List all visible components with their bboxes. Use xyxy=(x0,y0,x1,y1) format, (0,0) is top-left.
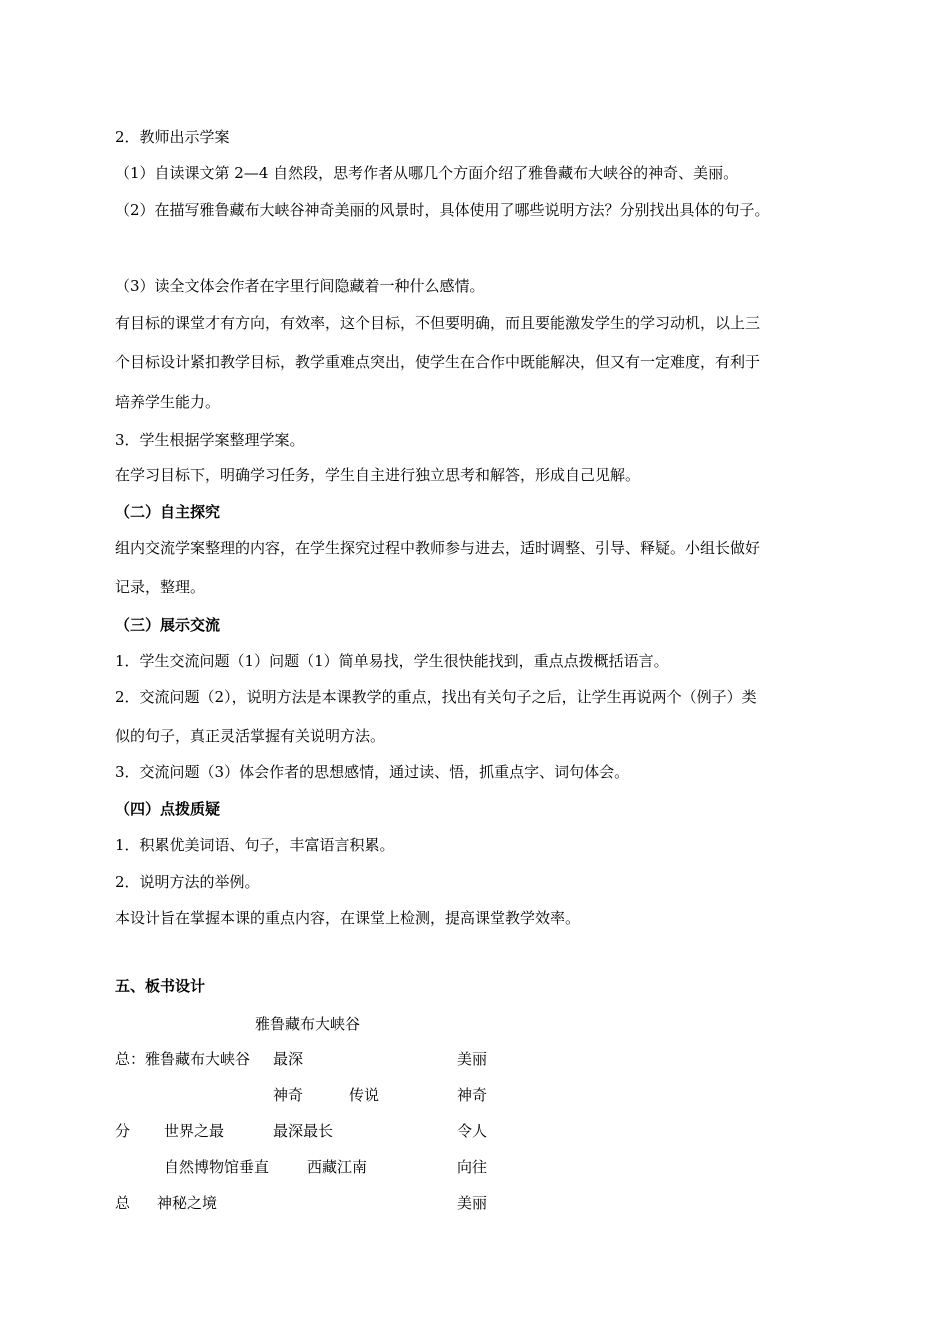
section-heading-board-design: 五、板书设计 xyxy=(115,977,206,995)
board-cell: 神奇 xyxy=(273,1086,304,1104)
board-cell: 最深最长 xyxy=(273,1122,334,1140)
board-cell: 传说 xyxy=(349,1086,380,1104)
board-cell: 美丽 xyxy=(457,1194,488,1212)
section-heading-display-exchange: （三）展示交流 xyxy=(115,616,221,634)
question-3: （3）读全文体会作者在字里行间隐藏着一种什么感情。 xyxy=(115,277,485,295)
board-cell: 美丽 xyxy=(457,1050,488,1068)
item-students-organize: 3．学生根据学案整理学案。 xyxy=(115,431,305,449)
board-cell: 神奇 xyxy=(457,1086,488,1104)
board-cell: 神秘之境 xyxy=(157,1194,218,1212)
section-heading-guidance: （四）点拨质疑 xyxy=(115,800,221,818)
board-cell: 自然博物馆垂直 xyxy=(164,1158,270,1176)
list-item: 1．学生交流问题（1）问题（1）简单易找，学生很快能找到，重点点拨概括语言。 xyxy=(115,652,669,670)
paragraph-line: 组内交流学案整理的内容，在学生探究过程中教师参与进去，适时调整、引导、释疑。小组长做好 xyxy=(115,539,761,557)
paragraph-line: 培养学生能力。 xyxy=(115,393,221,411)
section-heading-self-inquiry: （二）自主探究 xyxy=(115,503,221,521)
paragraph-line: 记录，整理。 xyxy=(115,578,206,596)
paragraph-line: 似的句子，真正灵活掌握有关说明方法。 xyxy=(115,727,386,745)
paragraph-line: 个目标设计紧扣教学目标，教学重难点突出，使学生在合作中既能解决，但又有一定难度，有利于 xyxy=(115,353,761,371)
board-cell: 最深 xyxy=(273,1050,304,1068)
board-cell: 令人 xyxy=(457,1122,488,1140)
list-item: 2．说明方法的举例。 xyxy=(115,873,260,891)
board-cell: 世界之最 xyxy=(164,1122,225,1140)
paragraph-line: 有目标的课堂才有方向，有效率，这个目标，不但要明确，而且要能激发学生的学习动机，以上三 xyxy=(115,314,761,332)
item-teacher-shows-plan: 2．教师出示学案 xyxy=(115,128,230,146)
list-item: 2．交流问题（2），说明方法是本课教学的重点，找出有关句子之后，让学生再说两个（例子）类 xyxy=(115,688,757,706)
board-cell: 总：雅鲁藏布大峡谷 xyxy=(115,1050,251,1068)
board-cell: 总 xyxy=(115,1194,131,1212)
list-item: 3．交流问题（3）体会作者的思想感情，通过读、悟，抓重点字、词句体会。 xyxy=(115,763,630,781)
board-title: 雅鲁藏布大峡谷 xyxy=(255,1015,361,1033)
paragraph-line: 本设计旨在掌握本课的重点内容，在课堂上检测，提高课堂教学效率。 xyxy=(115,909,581,927)
board-cell: 分 xyxy=(115,1122,131,1140)
question-1: （1）自读课文第 2—4 自然段，思考作者从哪几个方面介绍了雅鲁藏布大峡谷的神奇、美丽。 xyxy=(115,164,739,182)
list-item: 1．积累优美词语、句子，丰富语言积累。 xyxy=(115,836,395,854)
paragraph-line: 在学习目标下，明确学习任务，学生自主进行独立思考和解答，形成自己见解。 xyxy=(115,466,641,484)
question-2: （2）在描写雅鲁藏布大峡谷神奇美丽的风景时，具体使用了哪些说明方法？分别找出具体的句子。 xyxy=(115,201,770,219)
board-cell: 西藏江南 xyxy=(307,1158,368,1176)
board-cell: 向往 xyxy=(457,1158,488,1176)
